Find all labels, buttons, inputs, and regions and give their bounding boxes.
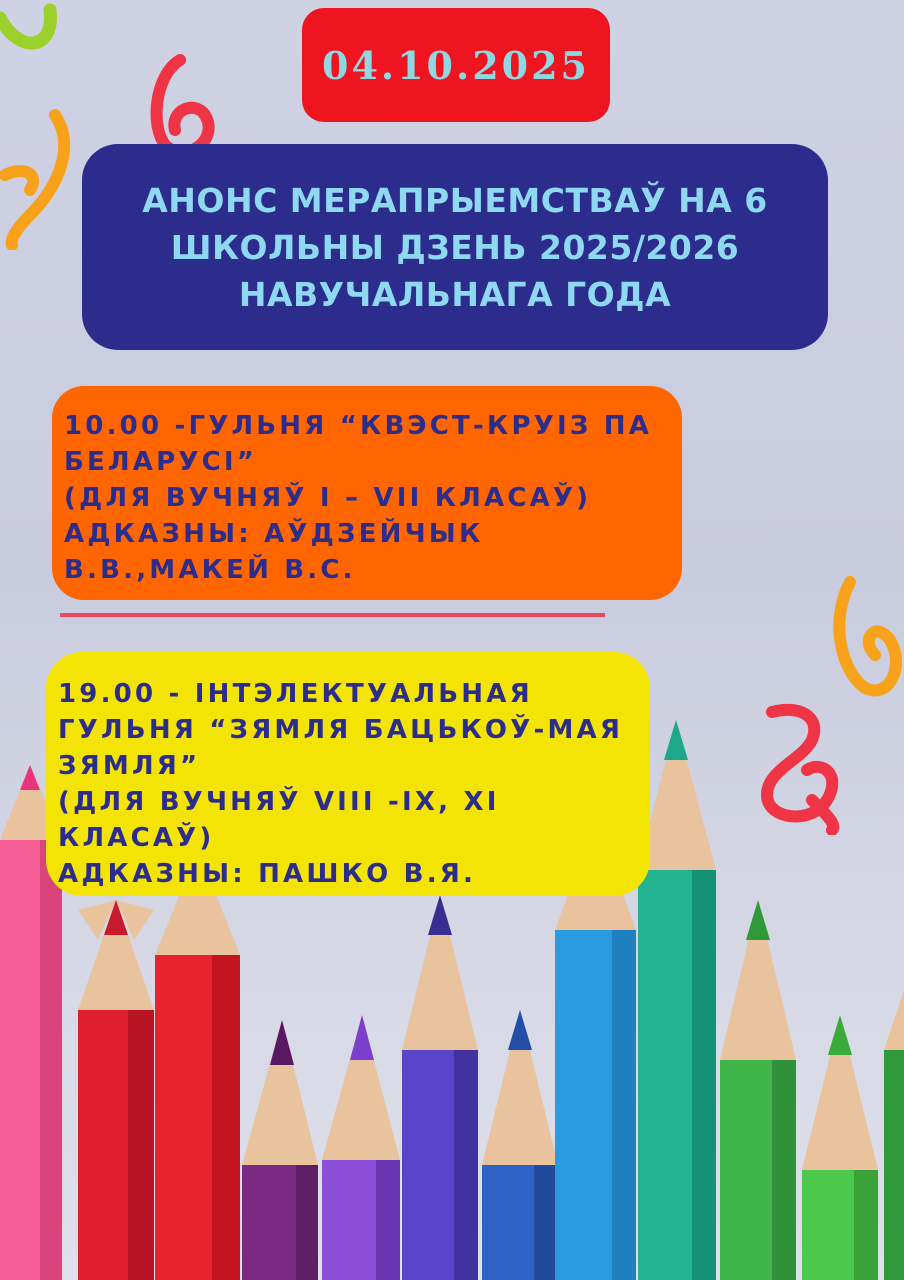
decoration-squiggle-orange-left — [0, 105, 80, 250]
divider-line — [60, 613, 605, 617]
pencil-blue — [482, 1010, 558, 1280]
decoration-squiggle-green — [0, 0, 70, 60]
announcement-title-box — [82, 144, 828, 350]
pencil-red-1 — [78, 900, 154, 1280]
pencil-red-2 — [155, 850, 240, 1280]
pencil-indigo — [402, 895, 478, 1280]
event-card-intellectual-game — [46, 652, 650, 896]
date-badge — [302, 8, 610, 122]
event-line: В.В.,МАКЕЙ В.С. — [64, 555, 356, 585]
event-line: 10.00 -ГУЛЬНЯ “КВЭСТ-КРУІЗ ПА — [64, 411, 653, 441]
event-line: БЕЛАРУСІ” — [64, 447, 258, 477]
decoration-squiggle-orange-right — [820, 570, 904, 705]
pencil-purple — [242, 1020, 318, 1280]
event-line: (ДЛЯ ВУЧНЯЎ VIII -IX, XI — [58, 787, 500, 817]
event-card-quest — [52, 386, 682, 600]
date-text: 04.10.2025 — [322, 42, 590, 88]
title-line: ШКОЛЬНЫ ДЗЕНЬ 2025/2026 — [170, 227, 740, 267]
event-line: ЗЯМЛЯ” — [58, 751, 201, 781]
event-line: АДКАЗНЫ: АЎДЗЕЙЧЫК — [64, 519, 484, 549]
event-line: ГУЛЬНЯ “ЗЯМЛЯ БАЦЬКОЎ-МАЯ — [58, 715, 624, 745]
title-line: НАВУЧАЛЬНАГА ГОДА — [238, 274, 672, 314]
pencil-violet — [322, 1015, 400, 1280]
event-line: КЛАСАЎ) — [58, 823, 215, 853]
title-line: АНОНС МЕРАПРЫЕМСТВАЎ НА 6 — [142, 180, 768, 220]
pencil-light-green — [802, 1015, 878, 1280]
event-line: АДКАЗНЫ: ПАШКО В.Я. — [58, 859, 477, 889]
event-line: 19.00 - ІНТЭЛЕКТУАЛЬНАЯ — [58, 679, 533, 709]
event-line: (ДЛЯ ВУЧНЯЎ I – VII КЛАСАЎ) — [64, 483, 592, 513]
pencil-green-edge — [884, 990, 904, 1280]
pencil-green — [720, 900, 796, 1280]
announcement-title — [142, 177, 767, 318]
